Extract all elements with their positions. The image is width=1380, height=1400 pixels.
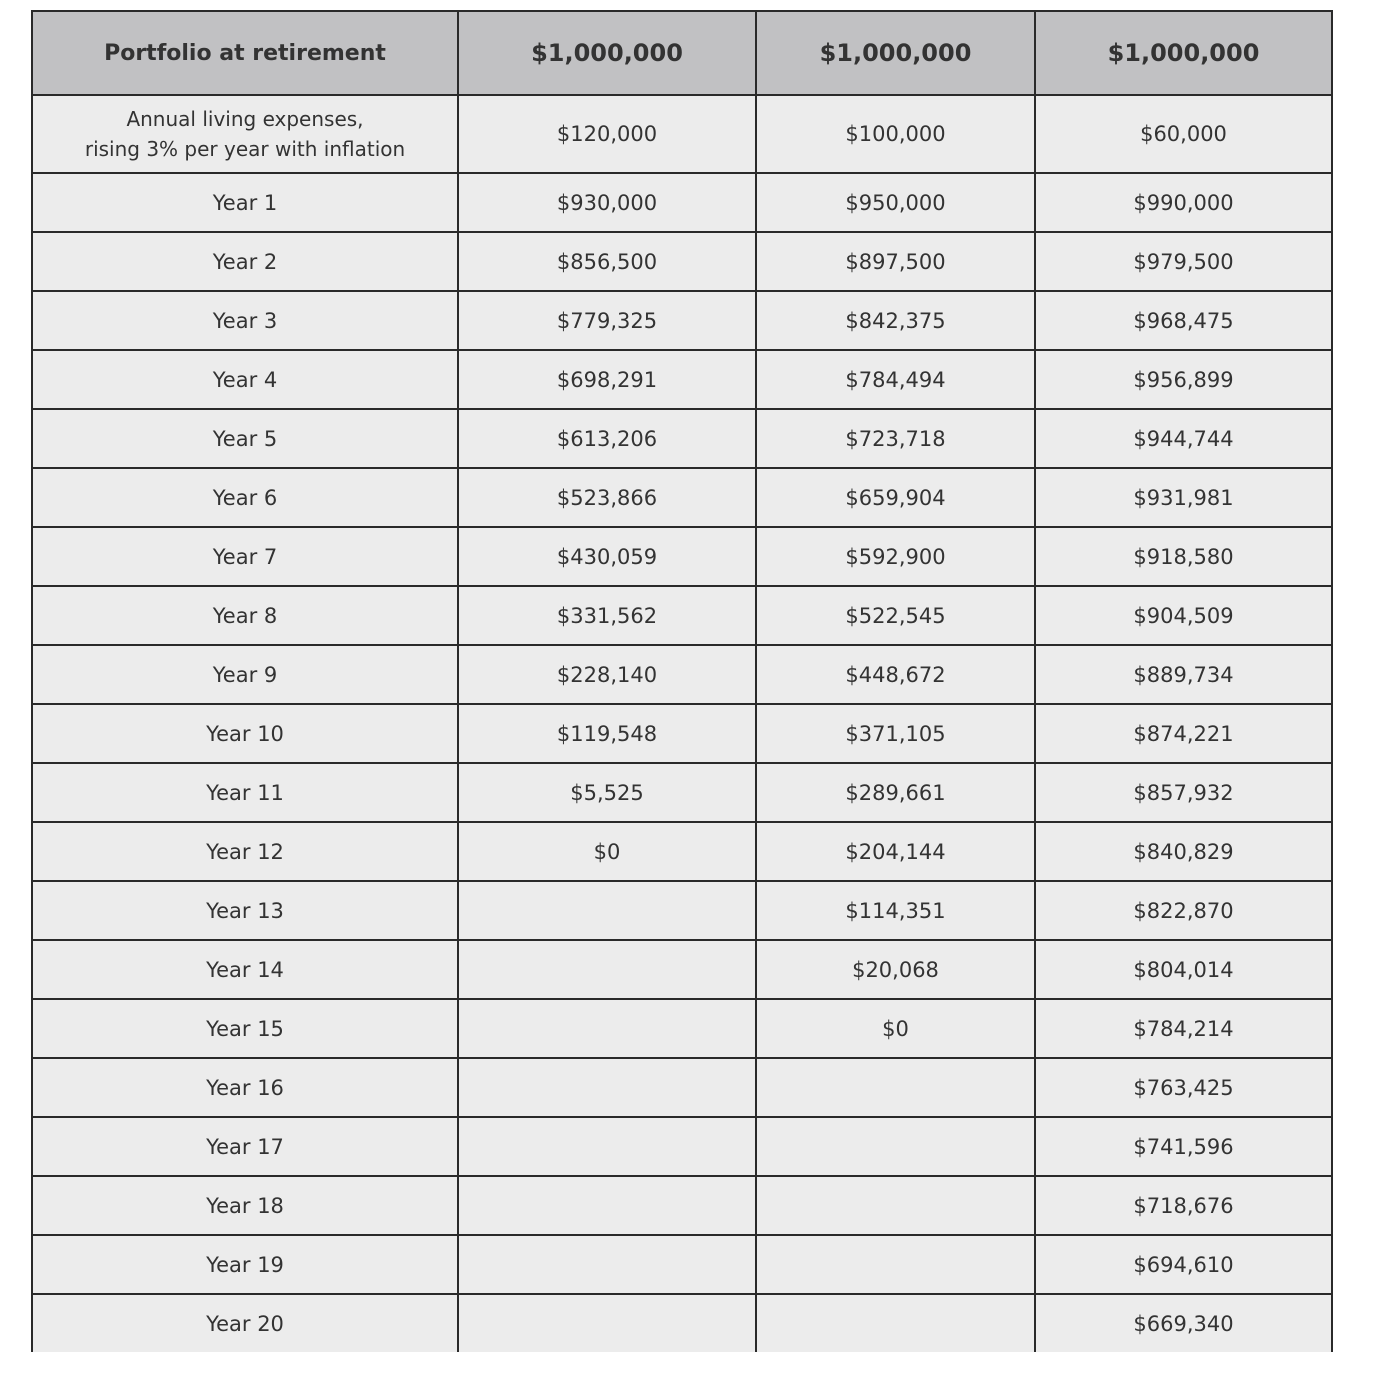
balance-cell: $371,105 — [756, 704, 1035, 763]
year-label-cell: Year 19 — [32, 1235, 458, 1294]
table-row — [32, 468, 1332, 527]
table-row — [32, 763, 1332, 822]
table-row — [32, 645, 1332, 704]
header-cell-label: Portfolio at retirement — [32, 11, 458, 95]
balance-cell: $874,221 — [1035, 704, 1332, 763]
balance-cell: $448,672 — [756, 645, 1035, 704]
balance-cell — [458, 1176, 756, 1235]
expenses-label-line-2: rising 3% per year with inflation — [84, 137, 406, 161]
year-label-cell: Year 1 — [32, 173, 458, 232]
table-row — [32, 822, 1332, 881]
balance-cell: $968,475 — [1035, 291, 1332, 350]
year-label-cell: Year 17 — [32, 1117, 458, 1176]
table-row — [32, 1294, 1332, 1352]
header-cell-scenario-3: $1,000,000 — [1035, 11, 1332, 95]
balance-cell — [458, 881, 756, 940]
balance-cell: $522,545 — [756, 586, 1035, 645]
balance-cell: $842,375 — [756, 291, 1035, 350]
table-row — [32, 350, 1332, 409]
balance-cell: $956,899 — [1035, 350, 1332, 409]
balance-cell: $613,206 — [458, 409, 756, 468]
balance-cell — [458, 1294, 756, 1352]
balance-cell — [458, 1058, 756, 1117]
balance-cell: $119,548 — [458, 704, 756, 763]
balance-cell: $289,661 — [756, 763, 1035, 822]
balance-cell: $741,596 — [1035, 1117, 1332, 1176]
expenses-label-cell — [32, 95, 458, 173]
balance-cell: $784,214 — [1035, 999, 1332, 1058]
retirement-portfolio-table — [31, 10, 1333, 1352]
balance-cell: $804,014 — [1035, 940, 1332, 999]
balance-cell: $114,351 — [756, 881, 1035, 940]
balance-cell: $930,000 — [458, 173, 756, 232]
expenses-label-line-1: Annual living expenses, — [126, 107, 364, 131]
table-row — [32, 999, 1332, 1058]
balance-cell: $857,932 — [1035, 763, 1332, 822]
table-row — [32, 586, 1332, 645]
balance-cell — [756, 1117, 1035, 1176]
year-label-cell: Year 11 — [32, 763, 458, 822]
balance-cell: $856,500 — [458, 232, 756, 291]
balance-cell: $20,068 — [756, 940, 1035, 999]
balance-cell: $763,425 — [1035, 1058, 1332, 1117]
balance-cell: $723,718 — [756, 409, 1035, 468]
table-row — [32, 1235, 1332, 1294]
header-cell-scenario-2: $1,000,000 — [756, 11, 1035, 95]
balance-cell: $784,494 — [756, 350, 1035, 409]
balance-cell: $228,140 — [458, 645, 756, 704]
year-label-cell: Year 20 — [32, 1294, 458, 1352]
balance-cell: $659,904 — [756, 468, 1035, 527]
balance-cell: $822,870 — [1035, 881, 1332, 940]
balance-cell — [458, 940, 756, 999]
year-label-cell: Year 16 — [32, 1058, 458, 1117]
year-label-cell: Year 14 — [32, 940, 458, 999]
year-label-cell: Year 3 — [32, 291, 458, 350]
balance-cell: $904,509 — [1035, 586, 1332, 645]
balance-cell: $979,500 — [1035, 232, 1332, 291]
year-label-cell: Year 13 — [32, 881, 458, 940]
balance-cell: $204,144 — [756, 822, 1035, 881]
balance-cell: $931,981 — [1035, 468, 1332, 527]
table-row — [32, 409, 1332, 468]
balance-cell: $0 — [458, 822, 756, 881]
table-row — [32, 527, 1332, 586]
year-label-cell: Year 6 — [32, 468, 458, 527]
balance-cell: $669,340 — [1035, 1294, 1332, 1352]
balance-cell — [756, 1294, 1035, 1352]
balance-cell: $897,500 — [756, 232, 1035, 291]
table-row — [32, 291, 1332, 350]
table-row — [32, 1176, 1332, 1235]
balance-cell — [756, 1176, 1035, 1235]
balance-cell: $918,580 — [1035, 527, 1332, 586]
year-label-cell: Year 8 — [32, 586, 458, 645]
year-label-cell: Year 5 — [32, 409, 458, 468]
expenses-value-cell: $60,000 — [1035, 95, 1332, 173]
balance-cell: $592,900 — [756, 527, 1035, 586]
balance-cell: $944,744 — [1035, 409, 1332, 468]
balance-cell — [756, 1058, 1035, 1117]
balance-cell: $5,525 — [458, 763, 756, 822]
year-label-cell: Year 9 — [32, 645, 458, 704]
balance-cell: $889,734 — [1035, 645, 1332, 704]
header-row — [32, 11, 1332, 95]
balance-cell — [458, 999, 756, 1058]
balance-cell: $0 — [756, 999, 1035, 1058]
balance-cell: $950,000 — [756, 173, 1035, 232]
balance-cell: $331,562 — [458, 586, 756, 645]
year-label-cell: Year 7 — [32, 527, 458, 586]
balance-cell — [458, 1117, 756, 1176]
balance-cell: $779,325 — [458, 291, 756, 350]
year-label-cell: Year 10 — [32, 704, 458, 763]
table-row — [32, 704, 1332, 763]
expenses-value-cell: $120,000 — [458, 95, 756, 173]
balance-cell — [756, 1235, 1035, 1294]
expenses-value-cell: $100,000 — [756, 95, 1035, 173]
year-label-cell: Year 15 — [32, 999, 458, 1058]
balance-cell: $430,059 — [458, 527, 756, 586]
year-label-cell: Year 2 — [32, 232, 458, 291]
balance-cell: $698,291 — [458, 350, 756, 409]
balance-cell: $523,866 — [458, 468, 756, 527]
expenses-row — [32, 95, 1332, 173]
table-row — [32, 173, 1332, 232]
table-row — [32, 232, 1332, 291]
year-label-cell: Year 18 — [32, 1176, 458, 1235]
table-row — [32, 881, 1332, 940]
balance-cell: $990,000 — [1035, 173, 1332, 232]
balance-cell — [458, 1235, 756, 1294]
table-row — [32, 1117, 1332, 1176]
year-label-cell: Year 12 — [32, 822, 458, 881]
year-label-cell: Year 4 — [32, 350, 458, 409]
balance-cell: $840,829 — [1035, 822, 1332, 881]
balance-cell: $718,676 — [1035, 1176, 1332, 1235]
table-row — [32, 1058, 1332, 1117]
balance-cell: $694,610 — [1035, 1235, 1332, 1294]
table-row — [32, 940, 1332, 999]
header-cell-scenario-1: $1,000,000 — [458, 11, 756, 95]
